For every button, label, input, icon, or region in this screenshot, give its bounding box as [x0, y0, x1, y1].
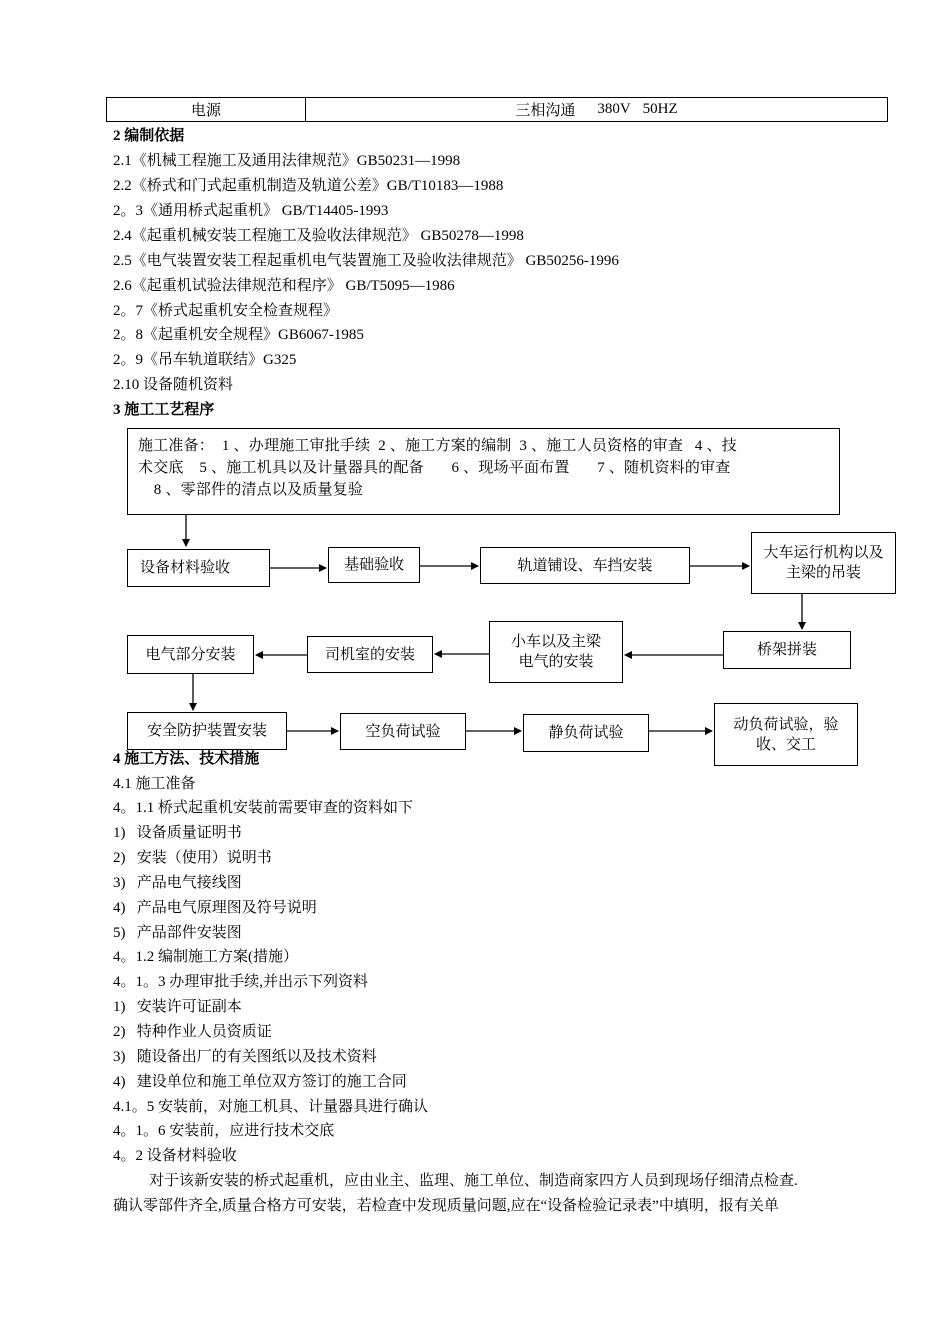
power-value-a: 三相沟通 — [515, 103, 576, 119]
section2-item: 2。9《吊车轨道联结》G325 — [113, 352, 297, 368]
flow-safety-install-box — [127, 712, 287, 750]
section4-line: 4.1。5 安装前，对施工机具、计量器具进行确认 — [113, 1099, 429, 1115]
flow-equip-check-label: 设备材料验收 — [140, 560, 231, 576]
section2-item: 2.2《桥式和门式起重机制造及轨道公差》GB/T10183—1988 — [113, 178, 504, 194]
flow-prep-line: 8 、零部件的清点以及质量复验 — [138, 482, 364, 498]
flow-cab-install-label: 司机室的安装 — [324, 646, 415, 663]
section4-paragraph-line: 确认零部件齐全,质量合格方可安装，若检查中发现质量问题,应在“设备检验记录表”中填明，报有关单 — [113, 1198, 779, 1214]
power-value-c: 50HZ — [642, 101, 678, 117]
section4-line: 4。1.1 桥式起重机安装前需要审查的资料如下 — [113, 800, 414, 816]
flow-no-load-test-box — [340, 713, 466, 750]
section2-heading: 2 编制依据 — [113, 128, 185, 144]
flow-cab-install-box — [307, 636, 433, 673]
section2-item: 2.4《起重机械安装工程施工及验收法律规范》 GB50278—1998 — [113, 228, 524, 244]
section2-item: 2.6《起重机试验法律规范和程序》 GB/T5095—1986 — [113, 278, 455, 294]
section2-item: 2.5《电气装置安装工程起重机电气装置施工及验收法律规范》 GB50256-1996 — [113, 253, 619, 269]
section4-line: 3) 随设备出厂的有关图纸以及技术资料 — [113, 1049, 377, 1065]
section4-line: 1) 安装许可证副本 — [113, 999, 242, 1015]
flow-safety-install-label: 安全防护装置安装 — [146, 723, 267, 739]
flow-foundation-check-box — [328, 547, 420, 583]
flow-rail-laying-label: 轨道铺设、车挡安装 — [517, 557, 653, 574]
flow-prep-line: 术交底 5 、施工机具以及计量器具的配备 6 、现场平面布置 7 、随机资料的审查 — [138, 460, 731, 476]
flow-prep-line: 施工准备： 1 、办理施工审批手续 2 、施工方案的编制 3 、施工人员资格的审查 4 、技 — [138, 438, 737, 454]
section3-heading: 3 施工工艺程序 — [113, 402, 215, 418]
section2-item: 2.1《机械工程施工及通用法律规范》GB50231—1998 — [113, 153, 461, 169]
power-label: 电源 — [190, 103, 221, 119]
flow-foundation-check-label: 基础验收 — [343, 557, 404, 573]
power-value-b: 380V — [597, 101, 631, 117]
section4-line: 2) 特种作业人员资质证 — [113, 1024, 272, 1040]
flow-dynamic-load-test-box — [714, 703, 858, 766]
section2-item: 2。7《桥式起重机安全检查规程》 — [113, 303, 339, 319]
flow-electrical-install-box — [127, 635, 254, 674]
flow-static-load-test-box — [523, 714, 649, 752]
section2-item: 2。8《起重机安全规程》GB6067-1985 — [113, 327, 364, 343]
flow-prep-box — [127, 428, 840, 515]
flow-electrical-install-label: 电气部分安装 — [145, 646, 236, 663]
section4-line: 4) 产品电气原理图及符号说明 — [113, 900, 317, 916]
flow-bridge-assembly-box — [723, 631, 851, 669]
flow-trolley-electrical-box — [489, 621, 623, 683]
section2-item: 2。3《通用桥式起重机》 GB/T14405-1993 — [113, 203, 389, 219]
section4-line: 4.1 施工准备 — [113, 776, 196, 792]
section4-line: 4。1。3 办理审批手续,并出示下列资料 — [113, 974, 369, 990]
section4-paragraph-line: 对于该新安装的桥式起重机，应由业主、监理、施工单位、制造商家四方人员到现场仔细清点检查. — [149, 1173, 798, 1189]
flow-crane-travel-label: 大车运行机构以及主梁的吊装 — [763, 545, 884, 581]
section4-line: 4。2 设备材料验收 — [113, 1148, 237, 1164]
section4-heading: 4 施工方法、技术措施 — [113, 751, 260, 767]
section4-line: 3) 产品电气接线图 — [113, 875, 242, 891]
section4-line: 4。1.2 编制施工方案(措施） — [113, 949, 298, 965]
section4-line: 1) 设备质量证明书 — [113, 825, 242, 841]
flow-crane-travel-box — [751, 532, 896, 594]
flow-trolley-electrical-label: 小车以及主梁电气的安装 — [510, 634, 601, 670]
flow-dynamic-load-test-label: 动负荷试验，验收、交工 — [733, 716, 839, 753]
section4-line: 2) 安装（使用）说明书 — [113, 850, 272, 866]
flow-bridge-assembly-label: 桥架拼装 — [756, 642, 817, 658]
flow-no-load-test-label: 空负荷试验 — [365, 723, 441, 740]
section4-line: 4。1。6 安装前，应进行技术交底 — [113, 1123, 335, 1139]
section4-line: 4) 建设单位和施工单位双方签订的施工合同 — [113, 1074, 407, 1090]
flow-equip-check-box — [127, 549, 270, 587]
flow-static-load-test-label: 静负荷试验 — [548, 725, 624, 741]
section2-item: 2.10 设备随机资料 — [113, 377, 234, 393]
section4-line: 5) 产品部件安装图 — [113, 925, 242, 941]
flow-rail-laying-box — [480, 547, 690, 584]
